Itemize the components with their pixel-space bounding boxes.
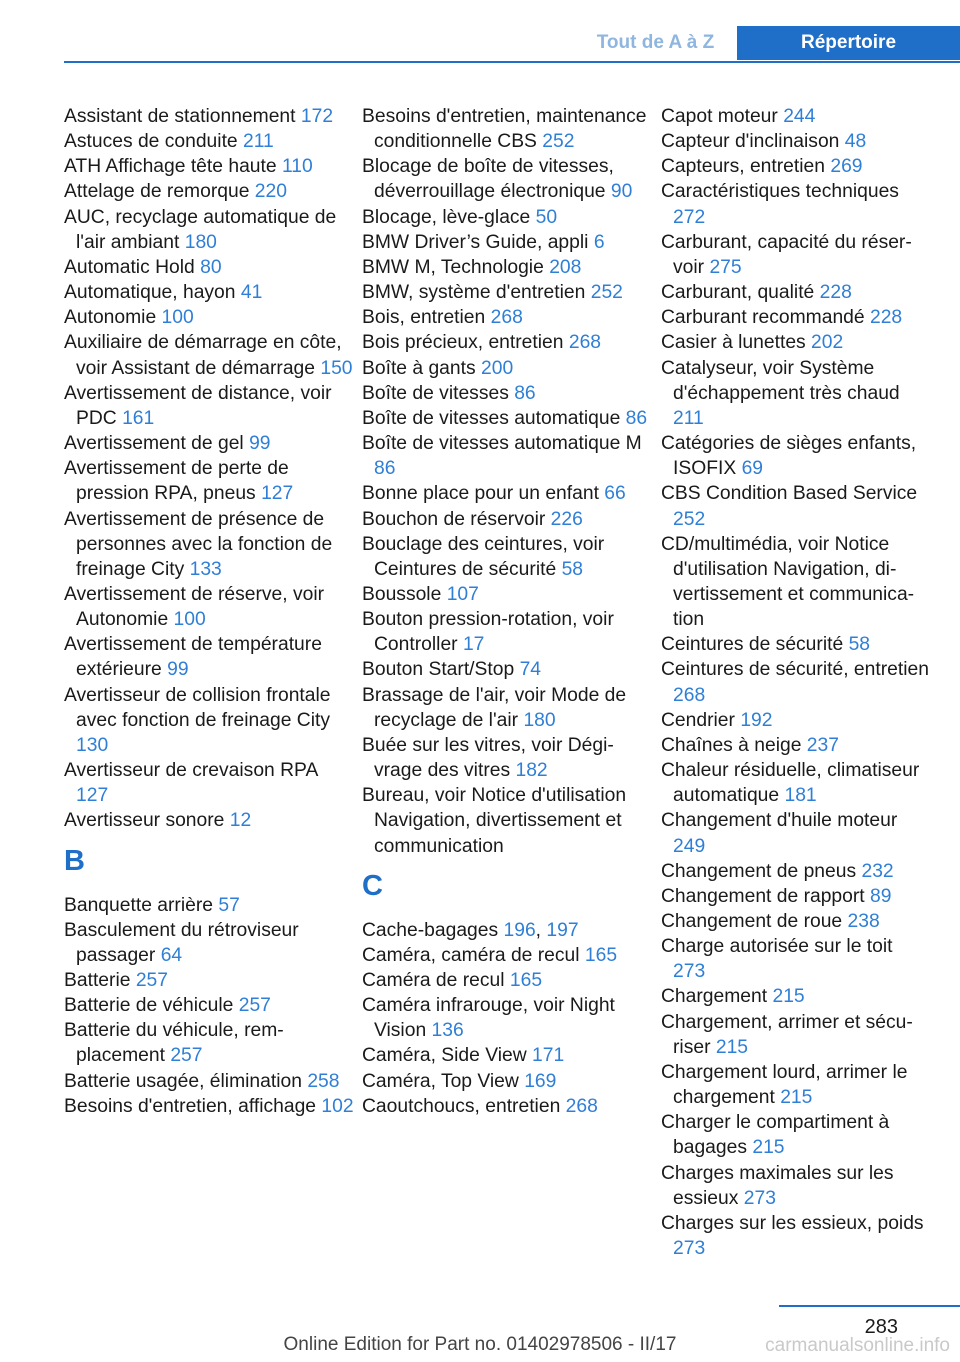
page-link[interactable]: 99 (249, 433, 271, 455)
index-entry (362, 255, 652, 280)
index-entry (64, 582, 354, 632)
page-link[interactable]: 237 (806, 734, 839, 756)
page-link[interactable]: 64 (160, 944, 183, 966)
page-link[interactable]: 244 (783, 106, 816, 127)
page-link[interactable]: 211 (243, 131, 274, 153)
footer-divider (779, 1305, 960, 1307)
entry-term: Charges sur les essieux, poids (661, 1212, 924, 1234)
index-entry: Cache-bagages 196, 197 (362, 919, 579, 941)
index-entry (362, 582, 652, 607)
page-link[interactable]: 215 (780, 1087, 813, 1109)
page-link[interactable]: 86 (374, 458, 396, 480)
index-entry (661, 733, 929, 758)
index-entry (661, 632, 929, 657)
page-link[interactable]: 86 (514, 382, 536, 404)
entry-term: Bouclage des ceintures, voir Ceintures de sécurité (362, 533, 605, 580)
index-entry (64, 305, 354, 330)
page-link[interactable]: 6 (593, 231, 605, 253)
index-entry (362, 783, 652, 858)
index-entry (661, 532, 929, 633)
index-entry (362, 733, 652, 783)
index-entry (362, 330, 652, 355)
page-link[interactable]: 211 (673, 407, 704, 429)
page-link[interactable]: 182 (515, 760, 548, 782)
entry-term: Automatique, hayon (64, 282, 236, 304)
index-entry (661, 934, 929, 984)
page-link[interactable]: 197 (546, 919, 579, 941)
entry-term: Automatic Hold (64, 256, 195, 278)
entry-term: Chaînes à neige (661, 734, 802, 756)
entry-term: Avertissement de distance, voir PDC (64, 382, 332, 429)
entry-term: Avertissement de température extérieure (64, 634, 322, 681)
tab-repertoire[interactable]: Répertoire (737, 26, 960, 60)
page-link[interactable]: 220 (254, 181, 287, 203)
entry-term: AUC, recyclage automatique de l'air ambiant (64, 206, 337, 253)
index-entry (64, 968, 354, 993)
entry-term: Ceintures de sécurité (661, 634, 844, 656)
page-link[interactable]: 268 (565, 1095, 598, 1117)
index-entry (661, 1110, 929, 1160)
index-entry (64, 255, 354, 280)
index-entry (362, 356, 652, 381)
page-link[interactable]: 238 (847, 911, 880, 932)
index-column-3 (661, 104, 929, 1261)
entry-term: Boîte à gants (362, 357, 476, 379)
index-entry (64, 993, 354, 1018)
index-entry (362, 532, 652, 582)
index-entry (64, 179, 354, 204)
page-link[interactable]: 215 (752, 1137, 785, 1159)
page-link[interactable]: 86 (625, 407, 648, 429)
page-link[interactable]: 196 (503, 919, 536, 941)
entry-term: Avertisseur de crevaison RPA (64, 760, 318, 782)
entry-term: Carburant, qualité (661, 282, 815, 304)
page-link[interactable]: 110 (281, 156, 313, 178)
entry-term: Blocage, lève-glace (362, 206, 531, 228)
index-entry (661, 808, 929, 858)
page-link[interactable]: 272 (673, 206, 706, 228)
index-entry (362, 968, 652, 993)
index-entry (362, 305, 652, 330)
index-entry (362, 943, 652, 968)
entry-term: Catalyseur, voir Système d'échappement très chaud (661, 357, 900, 404)
page-link[interactable]: 17 (462, 634, 485, 656)
index-column-1 (64, 104, 354, 1119)
page-link[interactable]: 48 (844, 131, 867, 153)
page-link[interactable]: 80 (200, 256, 222, 278)
page-link[interactable]: 273 (673, 1238, 706, 1260)
page-link[interactable]: 268 (490, 307, 523, 329)
entry-term: Avertissement de gel (64, 433, 244, 455)
index-entry (64, 1094, 354, 1119)
page-link[interactable]: 169 (524, 1070, 557, 1092)
index-entry (362, 280, 652, 305)
entry-term: Cendrier (661, 709, 735, 731)
index-entry (362, 683, 652, 733)
index-entry (661, 481, 929, 531)
page-link[interactable]: 102 (321, 1095, 354, 1117)
entry-term: Caméra, Side View (362, 1045, 527, 1067)
page-link[interactable]: 136 (431, 1020, 464, 1042)
index-entry (64, 507, 354, 582)
entry-term: Batterie usagée, élimination (64, 1070, 302, 1092)
page-link[interactable]: 127 (76, 785, 109, 807)
index-entry (661, 758, 929, 808)
index-entry (661, 305, 929, 330)
page-link[interactable]: 69 (741, 458, 764, 480)
index-entry (362, 657, 652, 682)
page-link[interactable]: 252 (673, 508, 706, 530)
index-entry (64, 431, 354, 456)
index-entry (362, 1094, 652, 1119)
index-entry (362, 154, 652, 204)
entry-term: Capteurs, entretien (661, 156, 825, 178)
entry-term: Capteur d'inclinaison (661, 131, 840, 153)
section-letter: C (362, 869, 383, 902)
index-entry (661, 1161, 929, 1211)
page-link[interactable]: 172 (300, 106, 334, 127)
entry-term: Astuces de conduite (64, 131, 238, 153)
entry-term: Bouton Start/Stop (362, 659, 515, 681)
entry-term: Avertissement de présence de personnes avec la fonction de freinage City (64, 508, 333, 580)
page-link[interactable]: 257 (170, 1045, 203, 1067)
index-entry (661, 909, 929, 934)
index-entry (362, 993, 652, 1043)
entry-term: Ceintures de sécurité, entretien (661, 659, 929, 681)
entry-term: Boîte de vitesses automatique (362, 407, 621, 429)
entry-term: Casier à lunettes (661, 332, 806, 354)
entry-term: Assistant de stationnement (64, 106, 296, 127)
page-link[interactable]: 268 (568, 332, 602, 354)
page-link[interactable]: 66 (604, 483, 626, 505)
entry-term: Attelage de remorque (64, 181, 250, 203)
page-link[interactable]: 12 (229, 810, 252, 832)
page-link[interactable]: 165 (584, 944, 618, 966)
page-link[interactable]: 208 (549, 256, 582, 278)
index-entry (362, 507, 652, 532)
entry-term: Bureau, voir Notice d'utilisation Navigation, divertissement et communication (362, 785, 627, 857)
page-link[interactable]: 50 (535, 206, 558, 228)
page-link[interactable]: 273 (743, 1187, 776, 1209)
index-entry (661, 330, 929, 355)
entry-term: Changement d'huile moteur (661, 810, 898, 832)
index-entry (362, 205, 652, 230)
index-entry (64, 381, 354, 431)
page-link[interactable]: 100 (161, 307, 194, 329)
entry-term: Bouton pression-rotation, voir Controller (362, 609, 614, 656)
index-entry (64, 632, 354, 682)
entry-term: ATH Affichage tête haute (64, 156, 277, 178)
page-link[interactable]: 58 (848, 634, 871, 656)
index-entry (661, 104, 929, 129)
page-link[interactable]: 41 (240, 282, 263, 304)
entry-term: CD/multimédia, voir Notice d'utilisation Navigation, divertissement et communication (661, 533, 915, 631)
entry-term: Carburant, capacité du réservoir (661, 231, 912, 278)
index-entry (64, 893, 354, 918)
entry-term: Besoins d'entretien, maintenance conditionnelle CBS (362, 106, 647, 153)
index-entry (64, 280, 354, 305)
tab-tout-de-a-a-z[interactable]: Tout de A à Z (596, 32, 715, 53)
entry-term: Bois précieux, entretien (362, 332, 564, 354)
entry-term: Bois, entretien (362, 307, 486, 329)
page-link[interactable]: 130 (76, 734, 109, 756)
entry-term: Brassage de l'air, voir Mode de recyclage de l'air (362, 684, 627, 731)
page-link[interactable]: 257 (135, 970, 168, 991)
entry-term: Avertisseur sonore (64, 810, 225, 832)
entry-term: Caméra, Top View (362, 1070, 519, 1092)
page-link[interactable]: 192 (740, 709, 773, 731)
index-entry (362, 607, 652, 657)
page-number: 283 (864, 1316, 898, 1338)
section-letter: B (64, 844, 85, 877)
entry-term: Carburant recommandé (661, 307, 865, 329)
page-link[interactable]: 89 (870, 885, 892, 907)
page-link[interactable]: 268 (673, 684, 706, 706)
page-link[interactable]: 257 (238, 995, 271, 1017)
entry-term: Blocage de boîte de vitesses, déverrouillage électronique (362, 156, 614, 203)
index-entry (661, 859, 929, 884)
entry-term: BMW, système d'entretien (362, 282, 586, 304)
page-link[interactable]: 171 (532, 1045, 565, 1067)
index-entry (64, 154, 354, 179)
index-entry (64, 129, 354, 154)
page-link[interactable]: 161 (122, 407, 155, 429)
page-link[interactable]: 150 (320, 357, 353, 379)
index-entry (661, 1211, 929, 1261)
entry-term: Catégories de sièges enfants, ISOFIX (661, 433, 917, 480)
page-link[interactable]: 228 (869, 307, 903, 329)
entry-term: Batterie (64, 970, 131, 991)
entry-term: Autonomie (64, 307, 157, 329)
entry-term: Changement de rapport (661, 885, 865, 907)
page-link[interactable]: 74 (519, 659, 542, 681)
index-entry (661, 984, 929, 1009)
index-entry (64, 1069, 354, 1094)
entry-term: Changement de pneus (661, 860, 857, 882)
index-entry (661, 884, 929, 909)
entry-term: Chargement (661, 986, 768, 1008)
entry-term: Basculement du rétroviseur passager (64, 919, 299, 966)
entry-term: Besoins d'entretien, affichage (64, 1095, 317, 1117)
entry-term: BMW M, Technologie (362, 256, 544, 278)
entry-term: Caméra infrarouge, voir Night Vision (362, 995, 615, 1042)
entry-term: Boussole (362, 583, 442, 605)
page-link[interactable]: 215 (772, 986, 805, 1008)
entry-term: Caoutchoucs, entretien (362, 1095, 561, 1117)
entry-term: Changement de roue (661, 911, 843, 932)
index-entry (362, 230, 652, 255)
index-entry (362, 406, 652, 431)
page-link[interactable]: 90 (610, 181, 633, 203)
entry-term: Avertissement de perte de pression RPA, pneus (64, 458, 289, 505)
page-link[interactable]: 226 (550, 508, 583, 530)
index-entry (661, 280, 929, 305)
page-link[interactable]: 180 (184, 231, 217, 253)
page-link[interactable]: 258 (307, 1070, 340, 1092)
page-link[interactable]: 99 (167, 659, 189, 681)
page-link[interactable]: 228 (819, 282, 852, 304)
index-entry (661, 708, 929, 733)
index-column-2 (362, 104, 652, 1119)
entry-term: Bouchon de réservoir (362, 508, 546, 530)
entry-term: Capot moteur (661, 106, 778, 127)
entry-term: Caméra de recul (362, 970, 505, 991)
index-entry (64, 683, 354, 758)
index-entry (64, 104, 354, 129)
index-entry (661, 1010, 929, 1060)
page-link[interactable]: 249 (673, 835, 706, 857)
entry-term: Charge autorisée sur le toit (661, 936, 893, 958)
entry-term: Avertisseur de collision frontale avec fonction de freinage City (64, 684, 331, 731)
entry-term: BMW Driver’s Guide, appli (362, 231, 589, 253)
page-link[interactable]: 57 (218, 894, 240, 916)
page-link[interactable]: 181 (784, 785, 817, 807)
index-entry (362, 381, 652, 406)
page-header (0, 0, 960, 64)
page-link[interactable]: 58 (561, 558, 584, 580)
entry-term: Charger le compartiment à bagages (661, 1112, 890, 1159)
page-link[interactable]: 215 (715, 1036, 749, 1058)
entry-term: Caméra, caméra de recul (362, 944, 580, 966)
page-link[interactable]: 232 (861, 860, 894, 882)
entry-term: Chaleur résiduelle, climatiseur automatique (661, 760, 920, 807)
watermark: carmanualsonline.info (765, 1335, 950, 1356)
index-entry (362, 431, 652, 481)
page-link[interactable]: 180 (523, 709, 556, 731)
index-entry (661, 179, 929, 229)
entry-term: Cache-bagages (362, 919, 499, 941)
index-entry (661, 431, 929, 481)
page-link[interactable]: 273 (673, 961, 706, 983)
entry-term: Buée sur les vitres, voir Dégivrage des vitres (362, 734, 614, 782)
entry-term: CBS Condition Based Service (661, 483, 918, 505)
index-entry (362, 104, 652, 154)
page-link[interactable]: 200 (481, 357, 514, 379)
header-divider (64, 61, 960, 63)
index-entry (661, 1060, 929, 1110)
entry-term: Avertissement de réserve, voir Autonomie (64, 583, 325, 631)
edition-note: Online Edition for Part no. 01402978506 - II/17 (283, 1334, 677, 1355)
index-entry (661, 129, 929, 154)
index-entry (64, 918, 354, 968)
page-link[interactable]: 252 (542, 131, 575, 153)
index-entry (64, 758, 354, 808)
entry-term: Bonne place pour un enfant (362, 483, 599, 505)
page-link[interactable]: 107 (446, 583, 479, 605)
page-link[interactable]: 127 (261, 483, 294, 505)
entry-term: Auxiliaire de démarrage en côte, voir Assistant de démarrage (64, 332, 342, 379)
page-link[interactable]: 100 (173, 609, 206, 631)
index-entry (362, 1069, 652, 1094)
index-entry (64, 808, 354, 833)
page-link[interactable]: 275 (709, 256, 742, 278)
entry-term: Banquette arrière (64, 894, 213, 916)
index-entry (64, 1018, 354, 1068)
index-entry (661, 657, 929, 707)
entry-term: Batterie du véhicule, remplacement (64, 1020, 284, 1067)
page-link[interactable]: 269 (830, 156, 863, 178)
entry-term: Chargement, arrimer et sécuriser (661, 1011, 913, 1058)
page-link[interactable]: 202 (811, 332, 844, 354)
index-entry (64, 205, 354, 255)
page-link[interactable]: 165 (509, 970, 543, 991)
index-entry (362, 1043, 652, 1068)
index-entry (661, 356, 929, 431)
entry-term: Batterie de véhicule (64, 995, 234, 1017)
entry-term: Charges maximales sur les essieux (661, 1162, 894, 1209)
index-entry (661, 154, 929, 179)
entry-term: Chargement lourd, arrimer le chargement (661, 1061, 908, 1109)
index-entry (64, 456, 354, 506)
entry-term: Boîte de vitesses automatique M (362, 433, 642, 455)
index-entry (64, 330, 354, 380)
index-entry (661, 230, 929, 280)
index-entry (362, 481, 652, 506)
entry-term: Boîte de vitesses (362, 382, 509, 404)
page-link[interactable]: 133 (189, 558, 222, 580)
page-link[interactable]: 252 (590, 282, 623, 304)
entry-term: Caractéristiques techniques (661, 181, 899, 203)
